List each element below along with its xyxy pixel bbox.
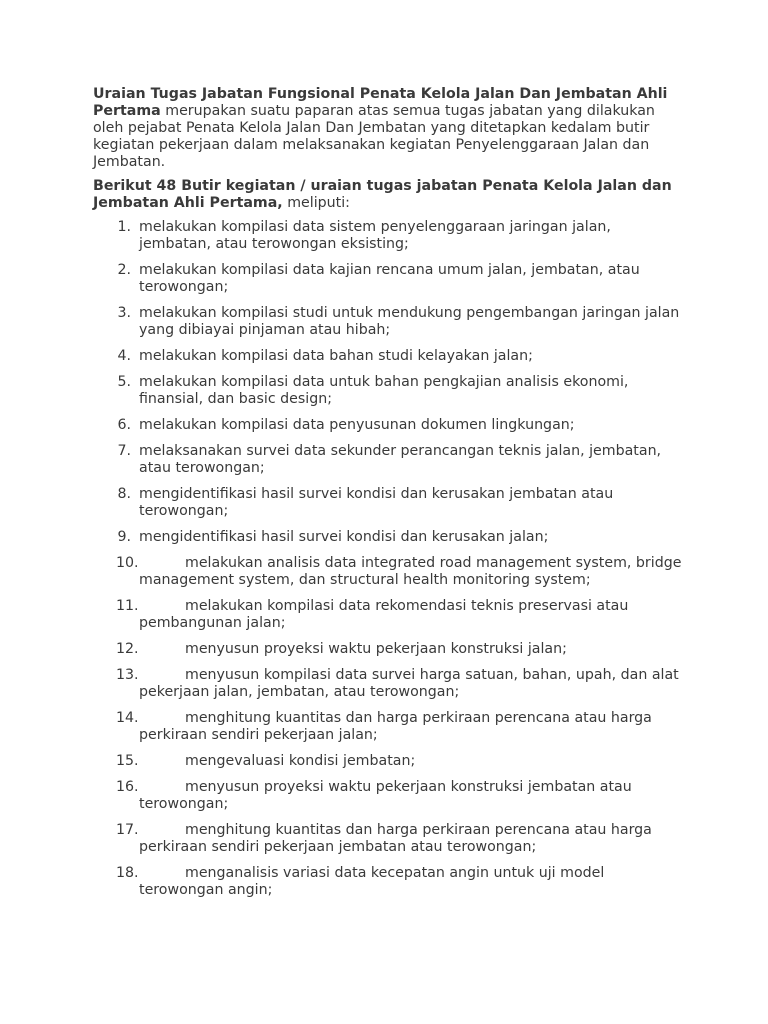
list-item xyxy=(93,822,683,856)
list-item-number: 9. xyxy=(117,529,131,545)
lead-paragraph xyxy=(93,178,683,212)
list-item xyxy=(93,348,683,365)
intro-paragraph xyxy=(93,86,683,171)
intro-title: Uraian Tugas Jabatan Fungsional Penata Kelola Jalan Dan Jembatan Ahli Pertama xyxy=(93,86,668,119)
list-item-number: 2. xyxy=(117,262,131,278)
list-item-text: mengevaluasi kondisi jembatan; xyxy=(185,753,416,769)
list-item-number: 1. xyxy=(117,219,131,235)
list-item-text: melakukan kompilasi data kajian rencana umum jalan, jembatan, atau terowongan; xyxy=(139,262,640,295)
list-item-number: 11. xyxy=(116,598,139,614)
list-item-number: 14. xyxy=(116,710,139,726)
list-item-text: melakukan kompilasi data penyusunan dokumen lingkungan; xyxy=(139,417,575,433)
list-item-number: 4. xyxy=(117,348,131,364)
list-item-text: menghitung kuantitas dan harga perkiraan perencana atau harga perkiraan sendiri pekerjaan jalan; xyxy=(139,710,652,743)
list-item xyxy=(93,262,683,296)
lead-body: meliputi: xyxy=(282,195,350,211)
list-item-number: 15. xyxy=(116,753,139,769)
list-item-text: mengidentifikasi hasil survei kondisi dan kerusakan jalan; xyxy=(139,529,549,545)
list-item xyxy=(93,555,683,589)
list-item-number: 16. xyxy=(116,779,139,795)
list-item-number: 8. xyxy=(117,486,131,502)
list-item-number: 12. xyxy=(116,641,139,657)
list-item-text: melaksanakan survei data sekunder perancangan teknis jalan, jembatan, atau terowongan; xyxy=(139,443,662,476)
list-item xyxy=(93,779,683,813)
list-item-text: mengidentifikasi hasil survei kondisi dan kerusakan jembatan atau terowongan; xyxy=(139,486,614,519)
list-item-number: 6. xyxy=(117,417,131,433)
list-item-text: menyusun proyeksi waktu pekerjaan konstruksi jembatan atau terowongan; xyxy=(139,779,632,812)
list-item-text: melakukan analisis data integrated road management system, bridge management system, dan structural health monitoring system; xyxy=(139,555,682,588)
list-item-text: melakukan kompilasi studi untuk mendukung pengembangan jaringan jalan yang dibiayai pinjaman atau hibah; xyxy=(139,305,680,338)
list-item-text: menyusun kompilasi data survei harga satuan, bahan, upah, dan alat pekerjaan jalan, jembatan, atau terowongan; xyxy=(139,667,679,700)
list-item-number: 13. xyxy=(116,667,139,683)
list-item xyxy=(93,598,683,632)
list-item-text: melakukan kompilasi data sistem penyelenggaraan jaringan jalan, jembatan, atau terowongan eksisting; xyxy=(139,219,611,252)
intro-body: merupakan suatu paparan atas semua tugas jabatan yang dilakukan oleh pejabat Penata Kelola Jalan Dan Jembatan yang ditetapkan kedalam butir kegiatan pekerjaan dalam melaksanakan kegiatan Penyelenggaraan Jalan dan Jembatan. xyxy=(93,103,655,170)
list-item-text: menghitung kuantitas dan harga perkiraan perencana atau harga perkiraan sendiri pekerjaan jembatan atau terowongan; xyxy=(139,822,652,855)
list-item xyxy=(93,641,683,658)
list-item-text: melakukan kompilasi data rekomendasi teknis preservasi atau pembangunan jalan; xyxy=(139,598,629,631)
list-item xyxy=(93,443,683,477)
list-item xyxy=(93,710,683,744)
list-item-number: 17. xyxy=(116,822,139,838)
list-item-text: melakukan kompilasi data untuk bahan pengkajian analisis ekonomi, finansial, dan basic design; xyxy=(139,374,629,407)
list-item xyxy=(93,753,683,770)
list-item-text: menganalisis variasi data kecepatan angin untuk uji model terowongan angin; xyxy=(139,865,605,898)
list-item-number: 3. xyxy=(117,305,131,321)
list-item xyxy=(93,667,683,701)
document-page xyxy=(93,86,683,908)
list-item xyxy=(93,417,683,434)
list-item xyxy=(93,305,683,339)
list-item-text: melakukan kompilasi data bahan studi kelayakan jalan; xyxy=(139,348,533,364)
list-item-number: 18. xyxy=(116,865,139,881)
list-item xyxy=(93,865,683,899)
list-item xyxy=(93,374,683,408)
list-item xyxy=(93,486,683,520)
list-item xyxy=(93,529,683,546)
task-list xyxy=(93,219,683,899)
list-item xyxy=(93,219,683,253)
lead-title: Berikut 48 Butir kegiatan / uraian tugas jabatan Penata Kelola Jalan dan Jembatan Ahli Pertama, xyxy=(93,178,672,211)
list-item-number: 10. xyxy=(116,555,139,571)
list-item-number: 7. xyxy=(117,443,131,459)
list-item-text: menyusun proyeksi waktu pekerjaan konstruksi jalan; xyxy=(185,641,567,657)
list-item-number: 5. xyxy=(117,374,131,390)
